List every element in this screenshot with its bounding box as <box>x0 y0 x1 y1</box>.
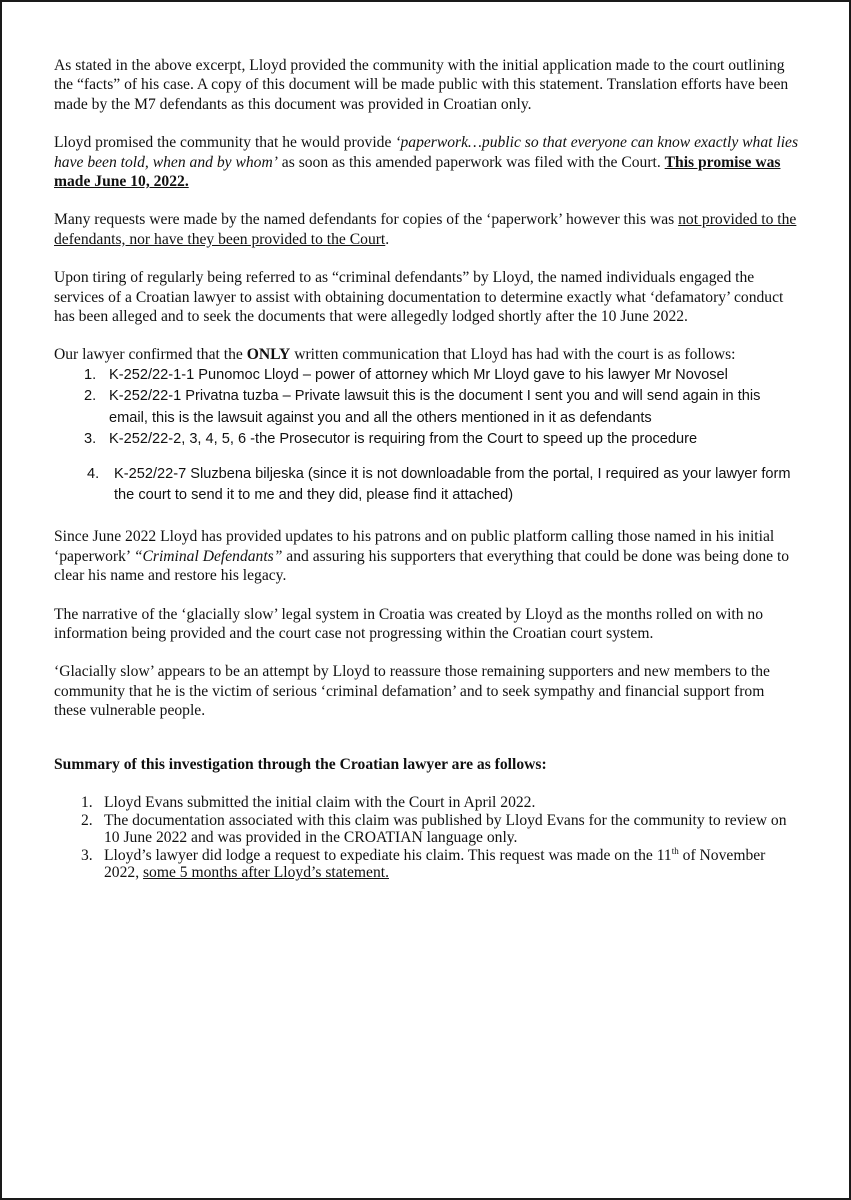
paragraph-initial-application: As stated in the above excerpt, Lloyd provided the community with the initial application made to the court outlining the “facts” of his case. A copy of this document will be made public with this statement. Translation efforts have been made by the M7 defendants as this document was provided in Croatian only. <box>54 57 789 113</box>
list-number: 1. <box>81 793 93 811</box>
list-item-text: K-252/22-2, 3, 4, 5, 6 -the Prosecutor is requiring from the Court to speed up the procedure <box>109 431 698 448</box>
confirmed-only: ONLY <box>246 346 291 364</box>
list-item <box>54 386 799 429</box>
defendants-quote: “Criminal Defendants” <box>133 547 283 565</box>
summary-heading: Summary of this investigation through the Croatian lawyer are as follows: <box>54 755 547 773</box>
promise-text-cont: as soon as this amended paperwork was filed with the Court. <box>277 153 665 171</box>
paragraph-promise <box>54 133 799 191</box>
court-documents-list <box>54 365 799 506</box>
list-item <box>54 429 799 450</box>
court-documents-section <box>54 365 799 506</box>
summary-item-text: The documentation associated with this claim was published by Lloyd Evans for the community to review on 10 June 2022 and was provided in the CROATIAN language only. <box>104 811 787 847</box>
list-item <box>54 365 799 386</box>
promise-quote: ‘paperwork…public so that everyone can know exactly what lies have been told, when and by whom’ <box>54 134 799 171</box>
summary-item-text-cont: of November 2022, <box>104 846 766 882</box>
list-number: 3. <box>84 431 97 448</box>
requests-underlined: not provided to the defendants, nor have they been provided to the Court <box>54 211 797 248</box>
summary-item-text: Lloyd Evans submitted the initial claim with the Court in April 2022. <box>104 793 536 811</box>
list-item-text: K-252/22-7 Sluzbena biljeska (since it is not downloadable from the portal, I required as your lawyer form the court to send it to me and they did, please find it attached) <box>114 465 791 503</box>
confirmed-text-cont: written communication that Lloyd has had with the court is as follows: <box>290 346 736 364</box>
confirmed-text: Our lawyer confirmed that the <box>54 346 247 364</box>
requests-end: . <box>385 230 390 248</box>
list-item <box>54 794 799 812</box>
list-number: 1. <box>84 366 97 383</box>
summary-item-text: Lloyd’s lawyer did lodge a request to expediate his claim. This request was made on the 11 <box>104 846 672 864</box>
ordinal-suffix: th <box>671 845 679 856</box>
summary-item-underlined: some 5 months after Lloyd’s statement. <box>142 864 389 882</box>
promise-date: This promise was made June 10, 2022. <box>54 153 781 191</box>
defendants-text-cont: and assuring his supporters that everything that could be done was being done to clear his name and restore his legacy. <box>54 547 790 585</box>
requests-text: Many requests were made by the named defendants for copies of the ‘paperwork’ however this was <box>54 211 679 229</box>
paragraph-glacially-slow-narrative: The narrative of the ‘glacially slow’ legal system in Croatia was created by Lloyd as the months rolled on with no information being provided and the court case not progressing within the Croatian court system. <box>54 605 764 642</box>
list-item-text: K-252/22-1 Privatna tuzba – Private lawsuit this is the document I sent you and will send again in this email, this is the lawsuit against you and all the others mentioned in it as defendants <box>109 388 761 426</box>
list-number: 4. <box>87 465 100 482</box>
document-body <box>54 56 799 882</box>
defendants-text: Since June 2022 Lloyd has provided updates to his patrons and on public platform calling those named in his initial ‘paperwork’ <box>54 528 775 565</box>
list-item <box>54 812 799 847</box>
list-item <box>54 464 799 507</box>
paragraph-croatian-lawyer: Upon tiring of regularly being referred to as “criminal defendants” by Lloyd, the named individuals engaged the services of a Croatian lawyer to assist with obtaining documentation to determine exactly what ‘defamatory’ conduct has been alleged and to seek the documents that were allegedly lodged shortly after the 10 June 2022. <box>54 269 784 326</box>
list-number: 3. <box>81 846 93 864</box>
paragraph-glacially-slow-attempt: ‘Glacially slow’ appears to be an attempt by Lloyd to reassure those remaining supporters and new members to the community that he is the victim of serious ‘criminal defamation’ and to seek sympathy and financial support from these vulnerable people. <box>54 663 770 720</box>
summary-list <box>54 794 799 882</box>
list-item-text: K-252/22-1-1 Punomoc Lloyd – power of attorney which Mr Lloyd gave to his lawyer Mr Novosel <box>109 366 728 383</box>
list-item <box>54 847 799 882</box>
paragraph-requests <box>54 210 799 249</box>
list-number: 2. <box>81 811 93 829</box>
paragraph-criminal-defendants <box>54 527 799 585</box>
paragraph-lawyer-confirmed <box>54 345 799 364</box>
promise-text: Lloyd promised the community that he would provide <box>54 134 396 152</box>
list-number: 2. <box>84 388 97 405</box>
